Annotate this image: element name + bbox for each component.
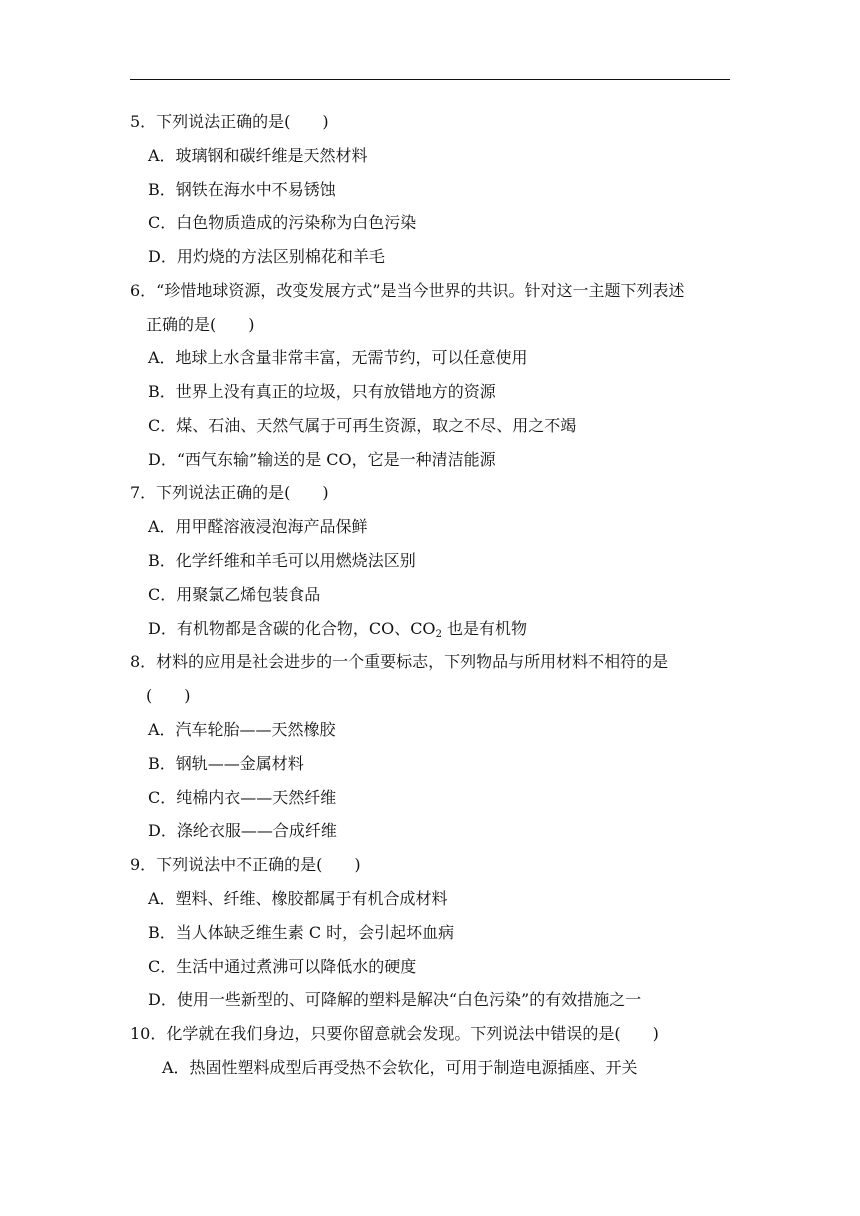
- question-9-option-b: B．当人体缺乏维生素 C 时，会引起坏血病: [148, 923, 455, 942]
- question-8-stem-line-1: 8．材料的应用是社会进步的一个重要标志，下列物品与所用材料不相符的是: [130, 652, 669, 671]
- question-6-option-b: B．世界上没有真正的垃圾，只有放错地方的资源: [148, 382, 496, 401]
- question-5-option-a: A．玻璃钢和碳纤维是天然材料: [148, 146, 368, 165]
- question-5-stem: 5．下列说法正确的是( ): [130, 112, 329, 131]
- question-10-stem: 10．化学就在我们身边，只要你留意就会发现。下列说法中错误的是( ): [130, 1024, 659, 1043]
- question-7-option-d-tail: 也是有机物: [441, 619, 528, 638]
- question-10-option-a: A．热固性塑料成型后再受热不会软化，可用于制造电源插座、开关: [162, 1058, 638, 1077]
- question-8-option-a: A．汽车轮胎——天然橡胶: [148, 720, 336, 739]
- question-7-stem: 7．下列说法正确的是( ): [130, 483, 329, 502]
- question-9-option-a: A．塑料、纤维、橡胶都属于有机合成材料: [148, 889, 448, 908]
- question-9-option-c: C．生活中通过煮沸可以降低水的硬度: [148, 957, 417, 976]
- question-7-option-a: A．用甲醛溶液浸泡海产品保鲜: [148, 517, 368, 536]
- question-9-option-d: D．使用一些新型的、可降解的塑料是解决“白色污染”的有效措施之一: [148, 990, 642, 1009]
- question-5-option-c: C．白色物质造成的污染称为白色污染: [148, 213, 417, 232]
- question-7-option-c: C．用聚氯乙烯包装食品: [148, 585, 321, 604]
- question-6-stem-line-2: 正确的是( ): [146, 315, 255, 334]
- question-8-option-d: D．涤纶衣服——合成纤维: [148, 821, 337, 840]
- question-6-option-c: C．煤、石油、天然气属于可再生资源，取之不尽、用之不竭: [148, 416, 577, 435]
- question-8-stem-line-2: ( ): [146, 686, 191, 705]
- question-7-option-d: [148, 619, 527, 639]
- question-5-option-b: B．钢铁在海水中不易锈蚀: [148, 180, 336, 199]
- question-6-stem-line-1: 6．“珍惜地球资源，改变发展方式”是当今世界的共识。针对这一主题下列表述: [130, 281, 685, 300]
- question-8-option-c: C．纯棉内衣——天然纤维: [148, 788, 337, 807]
- question-7-option-d-text: D．有机物都是含碳的化合物，CO、CO: [148, 619, 436, 638]
- question-7-option-d-subscript: 2: [435, 629, 442, 640]
- question-8-option-b: B．钢轨——金属材料: [148, 754, 304, 773]
- question-6-option-d: D．“西气东输”输送的是 CO，它是一种清洁能源: [148, 450, 496, 469]
- question-7-option-b: B．化学纤维和羊毛可以用燃烧法区别: [148, 551, 416, 570]
- question-9-stem: 9．下列说法中不正确的是( ): [130, 855, 361, 874]
- question-5-option-d: D．用灼烧的方法区别棉花和羊毛: [148, 247, 385, 266]
- question-6-option-a: A．地球上水含量非常丰富，无需节约，可以任意使用: [148, 348, 528, 367]
